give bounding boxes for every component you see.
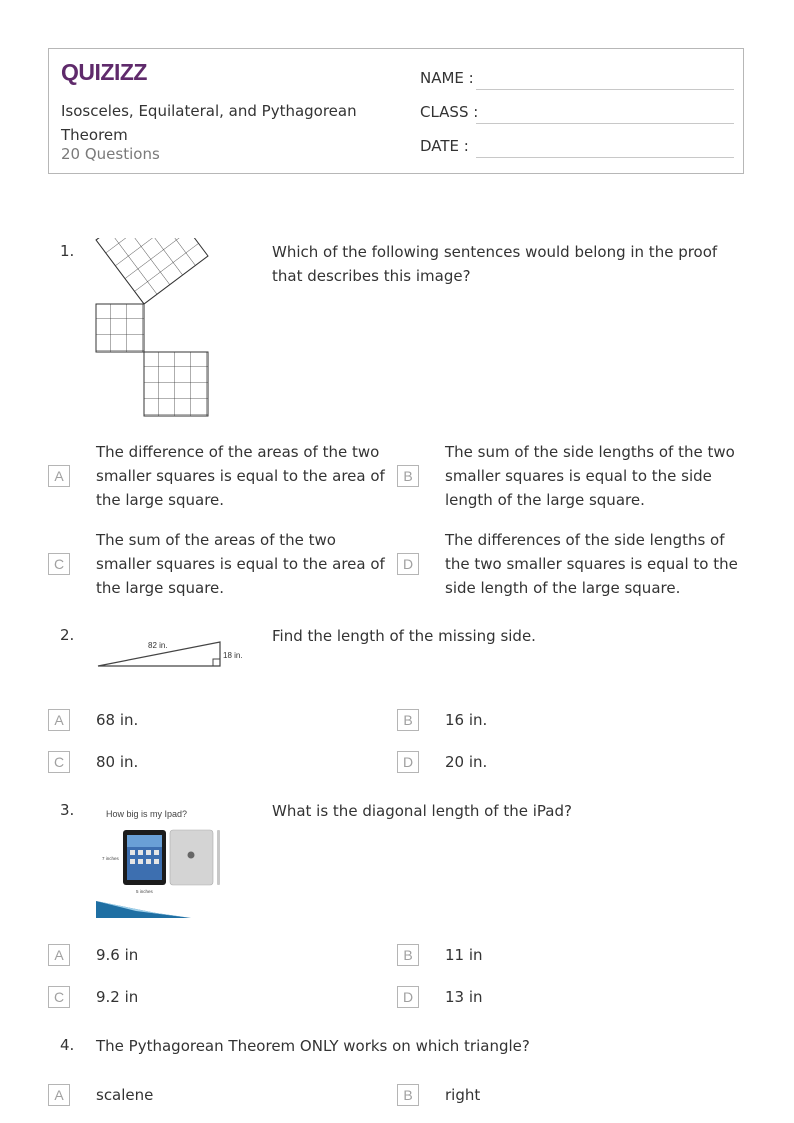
worksheet-header [48,48,744,174]
option-a-text[interactable]: 9.6 in [96,946,139,964]
option-b-text[interactable]: right [445,1086,481,1104]
option-a-text[interactable]: 68 in. [96,711,139,729]
pythagorean-squares-figure [94,238,258,418]
option-c-text[interactable]: 9.2 in [96,988,139,1006]
option-d-text[interactable]: 20 in. [445,753,488,771]
option-d-marker[interactable]: D [397,553,419,575]
right-triangle-figure [94,632,254,674]
option-d-marker[interactable]: D [397,986,419,1008]
name-line[interactable] [476,89,734,90]
option-a-marker[interactable]: A [48,709,70,731]
option-b-marker[interactable]: B [397,709,419,731]
hypotenuse-label: 82 in. [148,641,168,650]
quizizz-logo: QUIZIZZ [61,59,147,85]
option-b-text[interactable]: The sum of the side lengths of the two smaller squares is equal to the side length of the large square. [445,443,735,509]
name-field: NAME : [420,69,734,91]
option-b-text[interactable]: 11 in [445,946,483,964]
option-a-marker[interactable]: A [48,1084,70,1106]
option-d-text[interactable]: 13 in [445,988,483,1006]
option-b-text[interactable]: 16 in. [445,711,488,729]
question-number: 4. [60,1036,75,1054]
question-text: Which of the following sentences would belong in the proof that describes this image? [272,243,718,285]
option-c-marker[interactable]: C [48,553,70,575]
option-a-text[interactable]: scalene [96,1086,154,1104]
ipad-caption: How big is my Ipad? [106,809,188,819]
option-a-marker[interactable]: A [48,944,70,966]
option-d-text[interactable]: The differences of the side lengths of the two smaller squares is equal to the side length of the large square. [445,531,738,597]
option-b-marker[interactable]: B [397,944,419,966]
date-line[interactable] [476,157,734,158]
question-text: Find the length of the missing side. [272,627,536,645]
option-c-marker[interactable]: C [48,751,70,773]
option-b-marker[interactable]: B [397,1084,419,1106]
option-d-marker[interactable]: D [397,751,419,773]
option-a-marker[interactable]: A [48,465,70,487]
question-number: 2. [60,626,75,644]
option-a-text[interactable]: The difference of the areas of the two smaller squares is equal to the area of the large square. [96,443,385,509]
question-text: What is the diagonal length of the iPad? [272,802,572,820]
class-line[interactable] [476,123,734,124]
ipad-figure [96,803,226,918]
date-field: DATE : [420,137,734,159]
question-number: 3. [60,801,75,819]
option-b-marker[interactable]: B [397,465,419,487]
worksheet-title: Isosceles, Equilateral, and Pythagorean Theorem [61,102,357,144]
option-c-text[interactable]: The sum of the areas of the two smaller squares is equal to the area of the large square. [96,531,385,597]
question-count: 20 Questions [61,145,160,163]
ipad-height-label: 7 inches [102,856,119,861]
option-c-marker[interactable]: C [48,986,70,1008]
ipad-width-label: 5 inches [136,889,153,894]
side-label: 18 in. [223,651,243,660]
option-c-text[interactable]: 80 in. [96,753,139,771]
class-field: CLASS : [420,103,734,125]
question-number: 1. [60,242,75,260]
question-text: The Pythagorean Theorem ONLY works on which triangle? [96,1037,530,1055]
